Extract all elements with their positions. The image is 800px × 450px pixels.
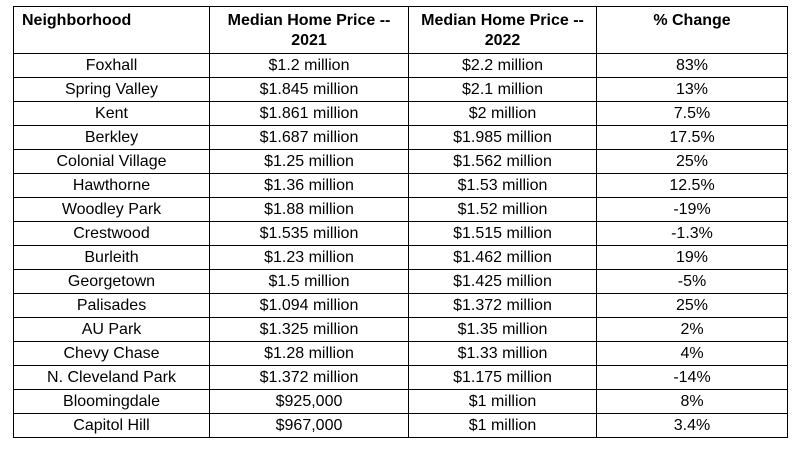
table-row (14, 222, 788, 246)
price-2022-cell: $1 million (409, 414, 597, 438)
neighborhood-cell: Woodley Park (14, 198, 210, 222)
change-cell: 8% (597, 390, 788, 414)
price-2021-cell: $1.25 million (210, 150, 409, 174)
price-2022-cell: $1.372 million (409, 294, 597, 318)
table-row (14, 366, 788, 390)
price-2021-cell: $1.687 million (210, 126, 409, 150)
table-row (14, 54, 788, 78)
price-2021-cell: $1.36 million (210, 174, 409, 198)
change-cell: -19% (597, 198, 788, 222)
change-cell: 12.5% (597, 174, 788, 198)
home-price-table (13, 6, 788, 438)
change-column-header: % Change (597, 7, 788, 54)
header-row (14, 7, 788, 54)
price-2021-cell: $1.535 million (210, 222, 409, 246)
price-2021-cell: $1.372 million (210, 366, 409, 390)
neighborhood-cell: Burleith (14, 246, 210, 270)
change-cell: -5% (597, 270, 788, 294)
price-2022-cell: $1.462 million (409, 246, 597, 270)
price-2021-cell: $1.23 million (210, 246, 409, 270)
price-2021-cell: $967,000 (210, 414, 409, 438)
price-2022-cell: $1.515 million (409, 222, 597, 246)
price-2022-cell: $1.985 million (409, 126, 597, 150)
price-2022-cell: $1.425 million (409, 270, 597, 294)
price-2021-cell: $1.845 million (210, 78, 409, 102)
neighborhood-cell: Berkley (14, 126, 210, 150)
neighborhood-cell: Chevy Chase (14, 342, 210, 366)
price-2021-cell: $925,000 (210, 390, 409, 414)
neighborhood-cell: Georgetown (14, 270, 210, 294)
neighborhood-cell: Bloomingdale (14, 390, 210, 414)
price-2021-cell: $1.325 million (210, 318, 409, 342)
change-cell: -1.3% (597, 222, 788, 246)
neighborhood-cell: AU Park (14, 318, 210, 342)
table-row (14, 318, 788, 342)
neighborhood-cell: Palisades (14, 294, 210, 318)
table-row (14, 78, 788, 102)
price-2022-cell: $1.52 million (409, 198, 597, 222)
price-2022-cell: $1.35 million (409, 318, 597, 342)
neighborhood-cell: Spring Valley (14, 78, 210, 102)
change-cell: 17.5% (597, 126, 788, 150)
neighborhood-cell: Colonial Village (14, 150, 210, 174)
change-cell: 3.4% (597, 414, 788, 438)
table-body (14, 54, 788, 438)
change-cell: 4% (597, 342, 788, 366)
table-row (14, 150, 788, 174)
neighborhood-cell: Hawthorne (14, 174, 210, 198)
price-2021-cell: $1.2 million (210, 54, 409, 78)
table-header (14, 7, 788, 54)
price-2021-cell: $1.28 million (210, 342, 409, 366)
price-2021-cell: $1.861 million (210, 102, 409, 126)
price-2022-cell: $1.33 million (409, 342, 597, 366)
table-row (14, 390, 788, 414)
price-2022-cell: $2.1 million (409, 78, 597, 102)
table-row (14, 270, 788, 294)
price-2021-cell: $1.094 million (210, 294, 409, 318)
price-2022-cell: $2.2 million (409, 54, 597, 78)
price-2022-cell: $1.175 million (409, 366, 597, 390)
table-row (14, 126, 788, 150)
price-2021-cell: $1.5 million (210, 270, 409, 294)
home-price-table-container (13, 6, 788, 438)
table-row (14, 414, 788, 438)
neighborhood-cell: Capitol Hill (14, 414, 210, 438)
neighborhood-cell: Crestwood (14, 222, 210, 246)
change-cell: 2% (597, 318, 788, 342)
table-row (14, 102, 788, 126)
price-2022-column-header: Median Home Price -- 2022 (409, 7, 597, 54)
price-2022-cell: $1.53 million (409, 174, 597, 198)
price-2022-cell: $1 million (409, 390, 597, 414)
price-2022-cell: $2 million (409, 102, 597, 126)
neighborhood-column-header: Neighborhood (14, 7, 210, 54)
change-cell: 7.5% (597, 102, 788, 126)
price-2021-column-header: Median Home Price -- 2021 (210, 7, 409, 54)
neighborhood-cell: Foxhall (14, 54, 210, 78)
table-row (14, 342, 788, 366)
table-row (14, 294, 788, 318)
table-row (14, 198, 788, 222)
change-cell: 25% (597, 150, 788, 174)
change-cell: 19% (597, 246, 788, 270)
change-cell: 13% (597, 78, 788, 102)
change-cell: -14% (597, 366, 788, 390)
neighborhood-cell: N. Cleveland Park (14, 366, 210, 390)
price-2021-cell: $1.88 million (210, 198, 409, 222)
change-cell: 25% (597, 294, 788, 318)
neighborhood-cell: Kent (14, 102, 210, 126)
table-row (14, 174, 788, 198)
table-row (14, 246, 788, 270)
price-2022-cell: $1.562 million (409, 150, 597, 174)
change-cell: 83% (597, 54, 788, 78)
